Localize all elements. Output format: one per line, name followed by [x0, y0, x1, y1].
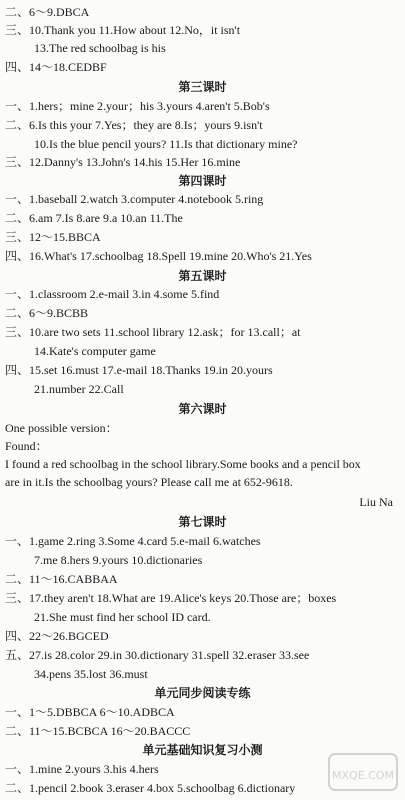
section-heading: 第三课时: [178, 80, 227, 94]
answer-line: I found a red schoolbag in the school library.Some books and a pencil box: [5, 457, 361, 471]
answer-line: 10.Is the blue pencil yours? 11.Is that dictionary mine?: [34, 137, 298, 151]
answer-line: 三、10.are two sets 11.school library 12.ask；for 13.call；at: [5, 325, 301, 339]
answer-line: 三、17.they aren't 18.What are 19.Alice's keys 20.Those are；boxes: [5, 591, 337, 605]
watermark-logo-icon: [327, 750, 399, 794]
answer-line: 二、6.am 7.Is 8.are 9.a 10.an 11.The: [5, 211, 183, 225]
answer-line: 四、22～26.BGCED: [5, 629, 109, 643]
section-heading: 第四课时: [178, 174, 227, 188]
answer-line: are in it.Is the schoolbag yours? Please call me at 652-9618.: [5, 475, 293, 489]
answer-line: 一、1.baseball 2.watch 3.computer 4.notebook 5.ring: [5, 192, 264, 206]
section-heading: 第六课时: [178, 402, 227, 416]
answer-line: 7.me 8.hers 9.yours 10.dictionaries: [34, 553, 203, 567]
section-heading: 第五课时: [178, 269, 227, 283]
answer-line: 二、11～16.CABBAA: [5, 572, 118, 586]
answer-line: 四、15.set 16.must 17.e-mail 18.Thanks 19.in 20.yours: [5, 363, 273, 377]
answer-line: 13.The red schoolbag is his: [34, 41, 166, 55]
answer-line: 五、27.is 28.color 29.in 30.dictionary 31.spell 32.eraser 33.see: [5, 648, 310, 662]
answer-line: 二、6～9.BCBB: [5, 306, 89, 320]
answer-line: 21.She must find her school ID card.: [34, 610, 211, 624]
answer-line: 二、6～9.DBCA: [5, 5, 90, 19]
answer-line: 三、10.Thank you 11.How about 12.No，it isn't: [5, 23, 241, 37]
answer-line: 一、1.hers；mine 2.your；his 3.yours 4.aren't 5.Bob's: [5, 99, 270, 113]
answer-line: 四、16.What's 17.schoolbag 18.Spell 19.mine 20.Who's 21.Yes: [5, 249, 312, 263]
answer-line: 14.Kate's computer game: [34, 344, 156, 358]
answer-line: 34.pens 35.lost 36.must: [34, 667, 148, 681]
answer-line: 一、1.game 2.ring 3.Some 4.card 5.e-mail 6.watches: [5, 534, 261, 548]
answer-line: Found：: [5, 439, 48, 453]
watermark-text: MXQE.COM: [332, 769, 394, 782]
section-heading: 第七课时: [178, 515, 227, 529]
section-heading: 单元同步阅读专练: [154, 686, 251, 700]
answer-line: 一、1～5.DBBCA 6～10.ADBCA: [5, 705, 175, 719]
answer-line: 一、1.mine 2.yours 3.his 4.hers: [5, 762, 159, 776]
answer-line: 二、1.pencil 2.book 3.eraser 4.box 5.schoolbag 6.dictionary: [5, 781, 296, 795]
answer-line: 21.number 22.Call: [34, 382, 124, 396]
answer-line: 三、12～15.BBCA: [5, 230, 101, 244]
answer-line: One possible version：: [5, 421, 118, 435]
section-heading: 单元基础知识复习小测: [142, 743, 263, 757]
answer-line: 四、14～18.CEDBF: [5, 60, 107, 74]
answer-line: 二、11～15.BCBCA 16～20.BACCC: [5, 724, 191, 738]
answer-line: Liu Na: [359, 495, 393, 509]
answer-line: 一、1.classroom 2.e-mail 3.in 4.some 5.find: [5, 287, 220, 301]
answer-line: 二、6.Is this your 7.Yes；they are 8.Is；yours 9.isn't: [5, 118, 263, 132]
answer-line: 三、12.Danny's 13.John's 14.his 15.Her 16.mine: [5, 155, 241, 169]
